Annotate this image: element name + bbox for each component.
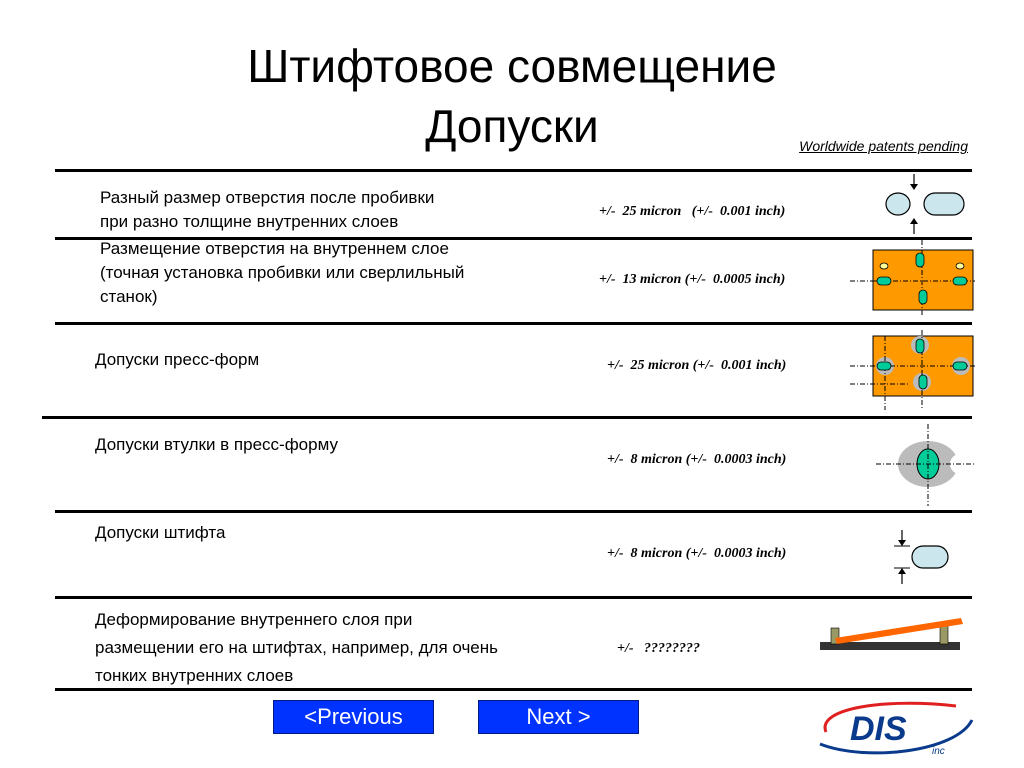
row-description: Допуски пресс-форм (95, 350, 260, 369)
mold-figure (850, 330, 975, 410)
page-title: Штифтовое совмещение (247, 40, 777, 92)
row-description: Допуски штифта (95, 523, 226, 542)
dis-logo (806, 694, 976, 762)
deformation-figure (815, 612, 965, 656)
row-description: Размещение отверстия на внутреннем слое (точная установка пробивки или сверлильный станок) (100, 239, 465, 306)
previous-button[interactable]: <Previous (273, 700, 434, 734)
divider (55, 596, 972, 599)
row-tolerance: +/- 25 micron (+/- 0.001 inch) (607, 358, 787, 373)
logo-text: DIS (850, 710, 907, 748)
bushing-figure (876, 424, 976, 506)
row-tolerance: +/- 8 micron (+/- 0.0003 inch) (607, 452, 787, 467)
divider (55, 322, 972, 325)
next-button[interactable]: Next > (478, 700, 639, 734)
row-description: Допуски втулки в пресс-форму (95, 435, 338, 454)
pin-figure (890, 526, 980, 588)
divider (55, 169, 972, 172)
divider (42, 416, 972, 419)
row-tolerance: +/- 13 micron (+/- 0.0005 inch) (599, 272, 786, 287)
page-subtitle: Допуски (425, 100, 599, 152)
row-description: Деформирование внутреннего слоя при размещении его на штифтах, например, для очень тонких внутренних слоев (95, 610, 499, 685)
logo-subtext: inc (932, 746, 945, 757)
row-tolerance: +/- ???????? (617, 641, 701, 656)
row-description: Разный размер отверстия после пробивки при разно толщине внутренних слоев (100, 188, 435, 231)
hole-size-figure (880, 174, 970, 234)
row-tolerance: +/- 25 micron (+/- 0.001 inch) (599, 204, 786, 219)
row-tolerance: +/- 8 micron (+/- 0.0003 inch) (607, 546, 787, 561)
divider (55, 510, 972, 513)
inner-layer-figure (850, 240, 975, 316)
patent-note: Worldwide patents pending (799, 138, 968, 154)
